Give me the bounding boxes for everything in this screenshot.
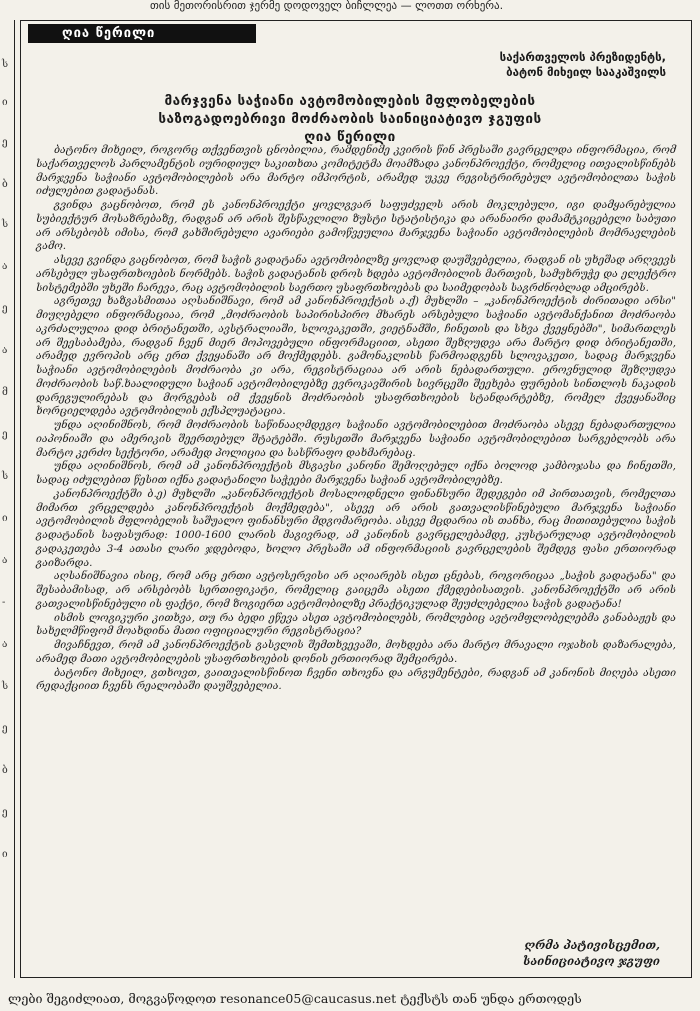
left-column-glyph: ს — [2, 471, 9, 482]
body-paragraph: ბატონო მიხეილ, გთხოვთ, გაითვალისწინოთ ჩვენი თხოვნა და არგუმენტები, რადგან ამ კანონის მიღება ასეთი რედაქციით ჩვენს რეალობაში დაუშვებელია. — [36, 666, 676, 693]
addressee-line: საქართველოს პრეზიდენტს, — [499, 50, 666, 64]
left-column-glyph: ა — [2, 555, 8, 566]
body-paragraph: ასევე გვინდა გაცნობოთ, რომ საჭის გადატანა ავტომობილზე ყოვლად დაუშვებელია, რადგან ის უხეშად არღვევს არსებულ უსაფრთხოების ნორმებს. საჭის გადატანის დროს ხდება ავტომობილის მართვის, სამუხრუჭე და ელექტრო სისტემებში უხეში ჩარევა, რაც ავტომობილის საერთო უსაფრთხოებას და საიმედობას საგრძნობლად ამცირებს. — [36, 254, 676, 294]
body-paragraph: გვინდა გაცნობოთ, რომ ეს კანონპროექტი ყოვლგვარ საფუძველს არის მოკლებული, იგი დამყარებულია სუბიექტურ მოსაზრებაზე, რადგან არ არის შესწავლილი ზუსტი სტატისტიკა და არანაირი დამამტკიცებელი საბუთი არ არსებობს იმისა, რომ გახშირებული ავარიები გამოწვეულია მარჯვენა საჭიანი ავტომობილების მომრავლების გამო. — [36, 199, 676, 253]
left-column-glyph: ბ — [2, 179, 8, 190]
addressee-line: ბატონ მიხეილ სააკაშვილს — [506, 65, 666, 79]
left-column-glyph: ე — [2, 429, 8, 440]
left-column-glyph: მ — [2, 387, 8, 398]
title-line: მარჯვენა საჭიანი ავტომობილების მფლობელების — [164, 93, 536, 109]
body-paragraph: ისმის ლოგიკური კითხვა, თუ რა ბედი ეწევა ასეთ ავტომობილებს, რომლებიც ავტომფლობელებმა განაბაჟეს და სახელმწიფომ მოახდინა მათი ოფიციალური რეგისტრაცია? — [36, 611, 676, 638]
left-column-glyph: ე — [2, 137, 8, 148]
footer-text: ლები შეგიძლიათ, მოგვაწოდოთ resonance05@caucasus.net ტექსტს თან უნდა ერთოდეს — [8, 991, 582, 1006]
left-column-fragment — [0, 20, 15, 978]
left-column-glyph: ს — [2, 219, 9, 230]
body-paragraph: აგრეთვე ხაზგასმითაა აღსანიშნავი, რომ ამ კანონპროექტის ა.ქ) მუხლში – „კანონპროექტის ძირითადი არსი" მიუღებელი ინფორმაციაა, რომ „მოძრაობის საპირისპირო მხარეს არსებული საჭიანი ავტომანქანით მოძრაობა აკრძალულია დიდ ბრიტანეთში, ავსტრალიაში, სლოვაკეთში, ვიეტნამში, ჩინეთის და სხვა ქვეყნებში", სიმართლეს არ შეესაბამება, რადგან ჩვენ მიერ მოპოვებული ინფორმაციით, ასეთი შეზღუდვა არა მარტო დიდ ბრიტანეთში, არამედ ევროპის არც ერთ ქვეყანაში არ მოქმედებს. გამონაკლისს წარმოადგენს სლოვაკეთი, სადაც მარჯვენა საჭიანი ავტომობილების მოძრაობა კი არა, რეგისტრაციაა არ არის ნებადართული. ეროვნულიდ შეზღუდვა მოძრაობის საწ.ხაალიდული საჭიან ავტომობილებზე ევროკავშირის სივრცეში შეეხება ფურების სინთლოს ნაკადის დარეგულირებას და მორგებას იმ ქვეყნის მოძრაობის უსაფრთხოების სტანდარტებზე, რომელ ქვეყანაშიც ხორციელდება ავტომობილის ექსპლუატაცია. — [36, 295, 676, 418]
signature-line: ღრმა პატივისცემით, — [524, 938, 660, 952]
left-column-glyph: - — [2, 597, 6, 608]
body-paragraph: კანონპროექტში ბ.ე) მუხლში „კანონპროექტის მოსალოდნელი ფინანსური შედეგები იმ პირთათვის, რომელთა მიმართ ვრცელდება კანონპროექტის მოქმედება", ასევე არ არის გათვალისწინებული მარჯვენა საჭიანი ავტომობილის მფლობელის საშუალო ფინანსური მდგომარეობა. ასევე მცდარია ის თანხა, რაც მითითებულია საჭის გადატანის საფასურად: 1000-1600 ლარის მაგივრად, ამ კანონის გავრცელებამდე, კუსტარულად ავტომობილის გადაკეთება 3-4 ათასი ლარი ჯდებოდა, ხოლო პრესაში ამ ინფორმაციის გავრცელების შემდეგ ფასი ერთიორად გაიზარდა. — [36, 487, 676, 569]
title-line: ღია წერილი — [304, 129, 396, 145]
left-column-glyph: ა — [2, 345, 8, 356]
left-column-glyph: ე — [2, 723, 8, 734]
addressee-block — [500, 50, 666, 80]
body-paragraph: აღსანიშნავია ისიც, რომ არც ერთი ავტოსერვისი არ აღიარებს ისეთ ცნებას, როგორიცაა „საჭის გადატანა" და შესაბამისად, არ არსებობს სერთიფიკატი, რომელიც გაიცემა ასეთი ქმედებისათვის. კანონპროექტში არ არის გათვალისწინებული ის ფაქტი, რომ ზოგიერთ ავტომობილზე პრაქტიკულად შეუძლებელია საჭის გადატანა! — [36, 570, 676, 610]
body-paragraph: ბატონო მიხეილ, როგორც თქვენთვის ცნობილია, რამდენიმე კვირის წინ პრესაში გავრცელდა ინფორმაცია, რომ საქართველოს პარლამენტის იურიდიულ საკითხთა კომიტეტმა მოამზადა კანონპროექტი, რომელიც ითვალისწინებს მარჯვენა საჭიანი ავტომობილების არა მარტო იმპორტის, არამედ უკვე რეგისტრირებულ ავტომობილთა საჭის იძულებით გადატანას. — [36, 144, 676, 198]
title-line: საზოგადოებრივი მოძრაობის საინიციატივო ჯგუფის — [158, 111, 542, 127]
section-banner: ღია წერილი — [28, 24, 256, 43]
signature-line: საინიციატივო ჯგუფი — [522, 954, 660, 968]
left-column-glyph: ე — [2, 303, 8, 314]
signature-block — [523, 937, 660, 969]
left-column-glyph: ი — [2, 513, 8, 524]
left-column-glyph: ბ — [2, 765, 8, 776]
letter-title — [40, 92, 660, 146]
top-text-fragment: თის მეთორისრით ჯერმე დოდოველ ბიჩლლეა — ლოთთ ორხერა. — [150, 0, 504, 12]
body-paragraph: უნდა აღინიშნოს, რომ მოძრაობის საწინააღმდეგო საჭიანი ავტომობილებით მოძრაობა ასევე ნებადართულია იაპონიაში და ამერიკის შეერთებულ შტატებში. რუსეთში მარჯვენა საჭიანი ავტომობილებით სარგებლობს არა მარტო კერძო სექტორი, არამედ პოლიცია და სასწრაფო დახმარებაც. — [36, 419, 676, 459]
left-column-glyph: ა — [2, 639, 8, 650]
letter-body — [36, 144, 676, 694]
left-column-glyph: ა — [2, 261, 8, 272]
body-paragraph: უნდა აღინიშნოს, რომ ამ კანონპროექტის მსგავსი კანონი შემოღებულ იქნა ბოლოდ კამბოჯასა და ჩინეთში, სადაც იძულებით წესით იქნა გადატანილი საჭეები მარჯვენა საჭიან ავტომობილებზე. — [36, 460, 676, 486]
body-paragraph: მივაჩნევთ, რომ ამ კანონპროექტის გასვლის შემთხვევაში, მოხდება არა მარტო მრავალი ოჯახის დაზარალება, არამედ მათი ავტომობილების უსაფრთხოების დონის ერთიორად შემცირება. — [36, 639, 676, 665]
left-column-glyph: ი — [2, 849, 8, 860]
left-column-glyph: ე — [2, 807, 8, 818]
left-column-glyph: ს — [2, 681, 9, 692]
left-column-glyph: ს — [2, 59, 9, 70]
left-column-glyph: ი — [2, 97, 8, 108]
